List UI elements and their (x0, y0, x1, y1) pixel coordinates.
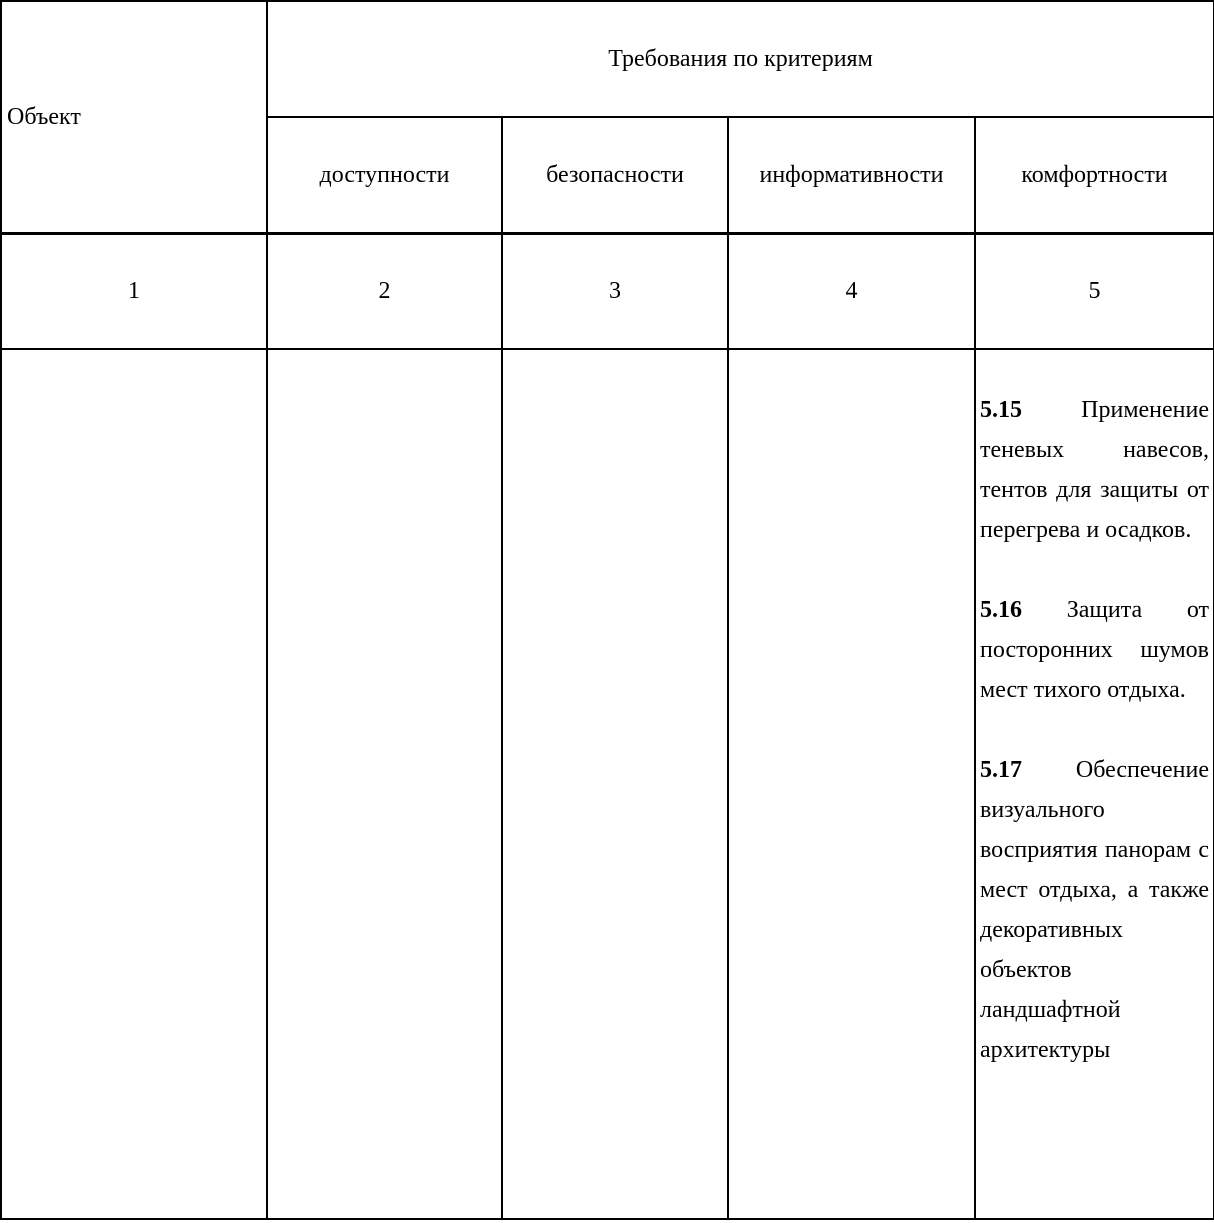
object-header: Объект (1, 1, 267, 233)
requirement-item (980, 590, 1209, 710)
requirement-text: Применение теневых навесов, тентов для защиты от перегрева и осадков. (980, 397, 1209, 543)
column-number-3: 3 (502, 233, 728, 349)
criterion-accessibility: доступности (267, 117, 502, 233)
accessibility-cell (267, 349, 502, 1219)
criterion-informativeness: информативности (728, 117, 975, 233)
criterion-safety: безопасности (502, 117, 728, 233)
comfort-cell (975, 349, 1214, 1219)
criteria-group-header: Требования по критериям (267, 1, 1214, 117)
object-cell (1, 349, 267, 1219)
requirement-item (980, 750, 1209, 1070)
requirement-text: Защита от посторонних шумов мест тихого отдыха. (980, 597, 1210, 703)
column-number-4: 4 (728, 233, 975, 349)
criterion-comfort: комфортности (975, 117, 1214, 233)
column-number-1: 1 (1, 233, 267, 349)
requirement-code: 5.16 (980, 597, 1022, 623)
requirement-code: 5.17 (980, 757, 1022, 783)
requirement-code: 5.15 (980, 397, 1022, 423)
requirement-text: Обеспечение визуального восприятия панорам с мест отдыха, а также декоративных объектов ландшафтной архитектуры (980, 757, 1209, 1063)
informativeness-cell (728, 349, 975, 1219)
requirement-item (980, 390, 1209, 550)
safety-cell (502, 349, 728, 1219)
column-number-5: 5 (975, 233, 1214, 349)
column-number-2: 2 (267, 233, 502, 349)
